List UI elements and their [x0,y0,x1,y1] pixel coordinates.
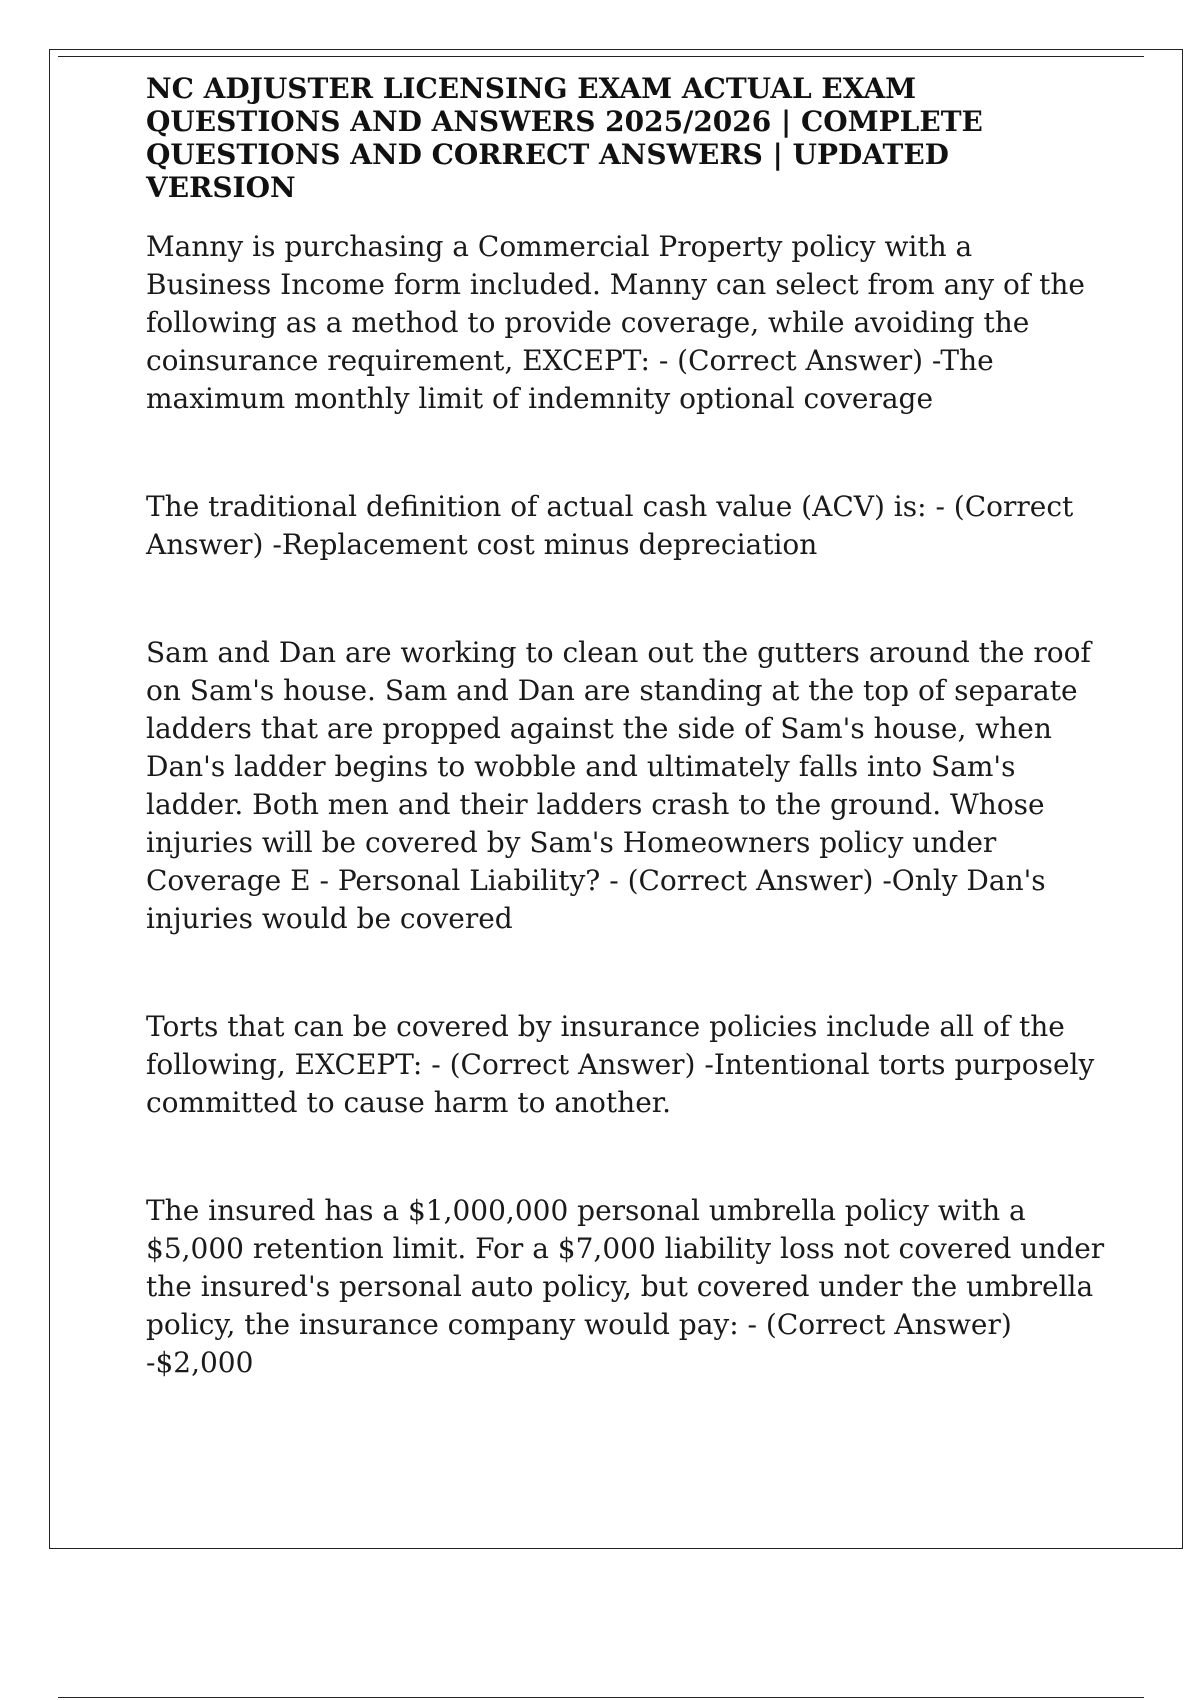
bottom-rule [58,1697,1144,1698]
qa-item: Sam and Dan are working to clean out the gutters around the roof on Sam's house. Sam and Dan are standing at the top of separate ladders that are propped against the side of Sam's house, when Dan's ladder begins to wobble and ultimately falls into Sam's ladder. Both men and their ladders crash to the ground. Whose injuries will be covered by Sam's Homeowners policy under Coverage E - Personal Liability? - (Correct Answer) -Only Dan's injuries would be covered [146,636,1091,935]
qa-item: The insured has a $1,000,000 personal umbrella policy with a $5,000 retention limit. For a $7,000 liability loss not covered under the insured's personal auto policy, but covered under the umbrella policy, the insurance company would pay: - (Correct Answer) -$2,000 [146,1194,1105,1379]
qa-item: The traditional definition of actual cash value (ACV) is: - (Correct Answer) -Replacement cost minus depreciation [146,490,1074,561]
qa-item: Torts that can be covered by insurance policies include all of the following, EXCEPT: - (Correct Answer) -Intentional torts purposely committed to cause harm to another. [146,1010,1095,1119]
top-rule [58,56,1144,57]
document-body [146,72,1106,1452]
document-title: NC ADJUSTER LICENSING EXAM ACTUAL EXAM QUESTIONS AND ANSWERS 2025/2026 | COMPLETE QUESTIONS AND CORRECT ANSWERS | UPDATED VERSION [146,72,983,204]
qa-item: Manny is purchasing a Commercial Property policy with a Business Income form included. Manny can select from any of the following as a method to provide coverage, while avoiding the coinsurance requirement, EXCEPT: - (Correct Answer) -The maximum monthly limit of indemnity optional coverage [146,230,1085,415]
